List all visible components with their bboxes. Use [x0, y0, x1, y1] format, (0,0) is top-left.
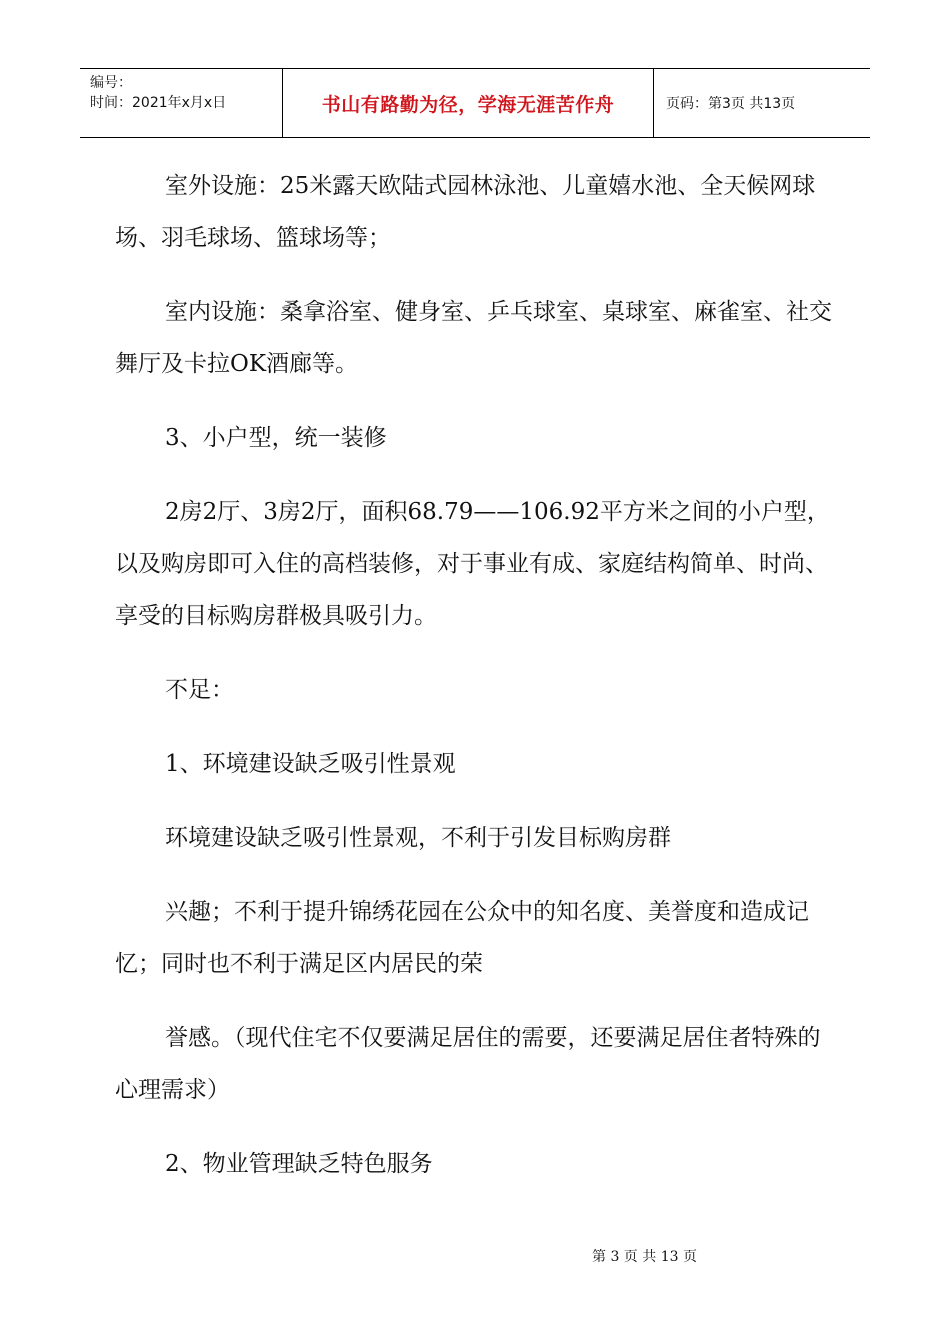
paragraph-heading-small-units: 3、小户型，统一装修 [165, 425, 387, 451]
document-body [115, 160, 840, 1190]
paragraph-heading-property-management: 2、物业管理缺乏特色服务 [165, 1151, 433, 1177]
paragraph-indoor-facilities: 室内设施：桑拿浴室、健身室、乒乓球室、桌球室、麻雀室、社交舞厅及卡拉OK酒廊等。 [115, 299, 832, 377]
page-footer [0, 1246, 950, 1266]
footer-page-number: 第 3 页 共 13 页 [592, 1249, 697, 1265]
paragraph-outdoor-facilities: 室外设施：25米露天欧陆式园林泳池、儿童嬉水池、全天候网球场、羽毛球场、篮球场等； [115, 173, 816, 251]
document-number-label: 编号： [90, 75, 132, 91]
document-date-label: 时间：2021年x月x日 [90, 95, 227, 111]
page-header [80, 68, 870, 138]
header-meta [80, 69, 282, 137]
header-motto: 书山有路勤为径，学海无涯苦作舟 [282, 69, 654, 137]
paragraph-shortcomings: 不足： [165, 677, 234, 703]
paragraph-environment-3: 誉感。（现代住宅不仅要满足居住的需要，还要满足居住者特殊的心理需求） [115, 1025, 821, 1103]
paragraph-environment-1: 环境建设缺乏吸引性景观，不利于引发目标购房群 [165, 825, 671, 851]
paragraph-heading-environment: 1、环境建设缺乏吸引性景观 [165, 751, 456, 777]
paragraph-unit-types: 2房2厅、3房2厅，面积68.79——106.92平方米之间的小户型，以及购房即可入住的高档装修，对于事业有成、家庭结构简单、时尚、享受的目标购房群极具吸引力。 [115, 499, 830, 629]
header-page-info: 页码：第3页 共13页 [666, 96, 796, 112]
paragraph-environment-2: 兴趣；不利于提升锦绣花园在公众中的知名度、美誉度和造成记忆；同时也不利于满足区内居民的荣 [115, 899, 809, 977]
